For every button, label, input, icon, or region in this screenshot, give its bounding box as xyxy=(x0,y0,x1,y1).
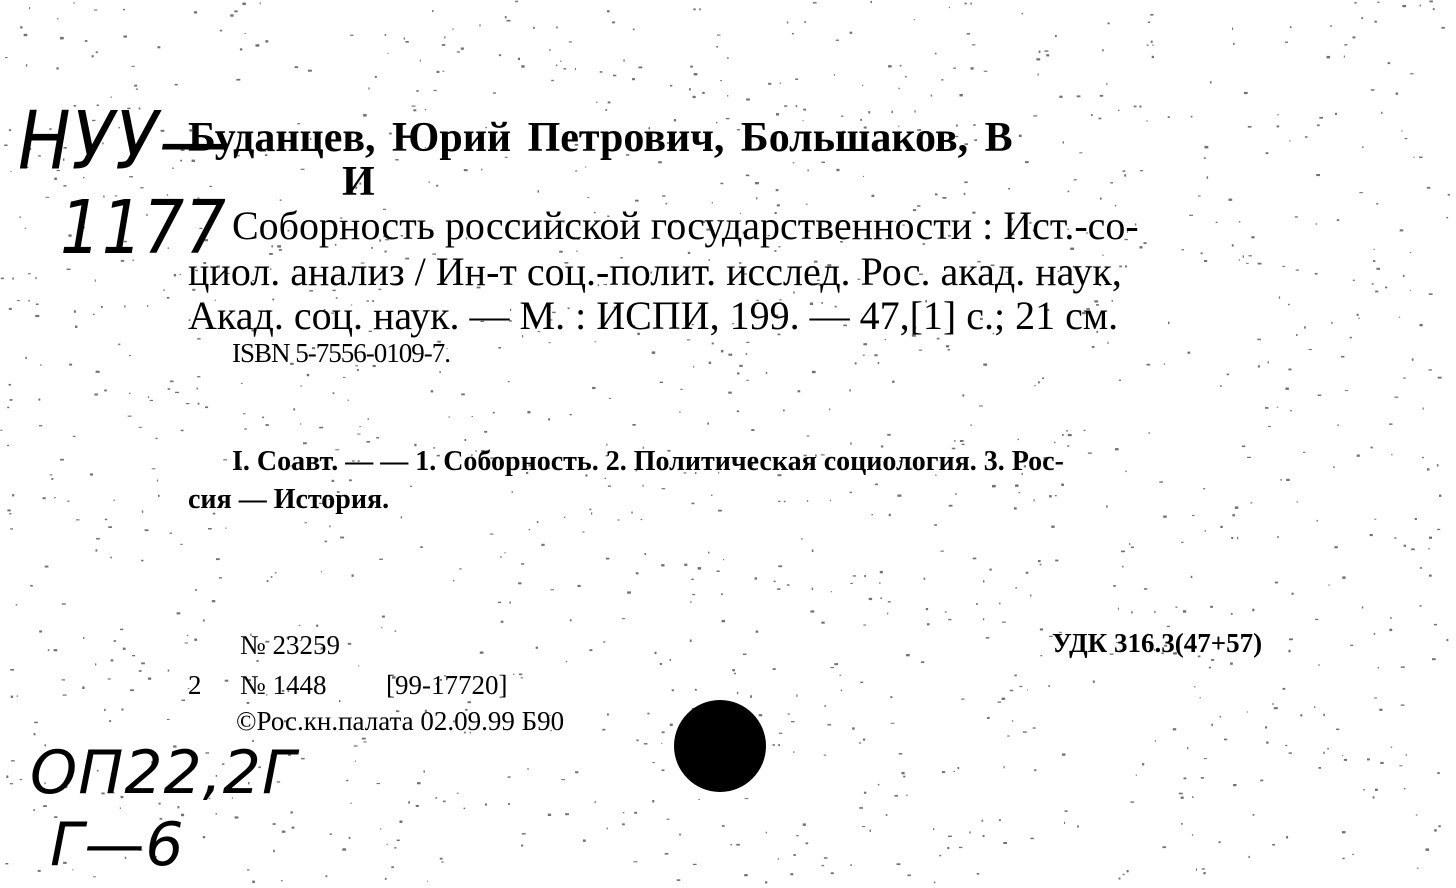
shelf-mark-line1: ОП22,2Г xyxy=(30,738,297,808)
title-line-2: циол. анализ / Ин-т соц.-полит. исслед. Рос. акад. наук, xyxy=(188,249,1122,294)
punch-hole xyxy=(674,700,766,792)
isbn: ISBN 5-7556-0109-7. xyxy=(232,338,450,368)
record-number: № 23259 xyxy=(240,630,341,660)
copyright-line: ©Рос.кн.палата 02.09.99 Б90 xyxy=(236,706,565,736)
bracket-number: [99-17720] xyxy=(386,670,508,700)
author-heading: Буданцев, Юрий Петрович, Большаков, В xyxy=(188,115,1013,161)
tracings-line-1: I. Соавт. — — 1. Соборность. 2. Политическая социология. 3. Рос- xyxy=(232,446,1064,477)
udk-code: УДК 316.3(47+57) xyxy=(1052,628,1263,658)
call-number-line2: 1177 xyxy=(60,186,227,272)
second-record-number: № 1448 xyxy=(240,670,327,700)
title-line-3: Акад. соц. наук. — М. : ИСПИ, 199. — 47,[1] с.; 21 см. xyxy=(188,293,1119,338)
tracings-line-2: сия — История. xyxy=(188,484,390,515)
title-line-1: Соборность российской государственности : Ист.-со- xyxy=(232,203,1139,248)
copy-prefix: 2 xyxy=(188,670,202,700)
shelf-mark-line2: Г—6 xyxy=(50,810,185,880)
call-number-line1: НУУ— xyxy=(18,93,230,189)
author-initial: И xyxy=(342,159,375,205)
